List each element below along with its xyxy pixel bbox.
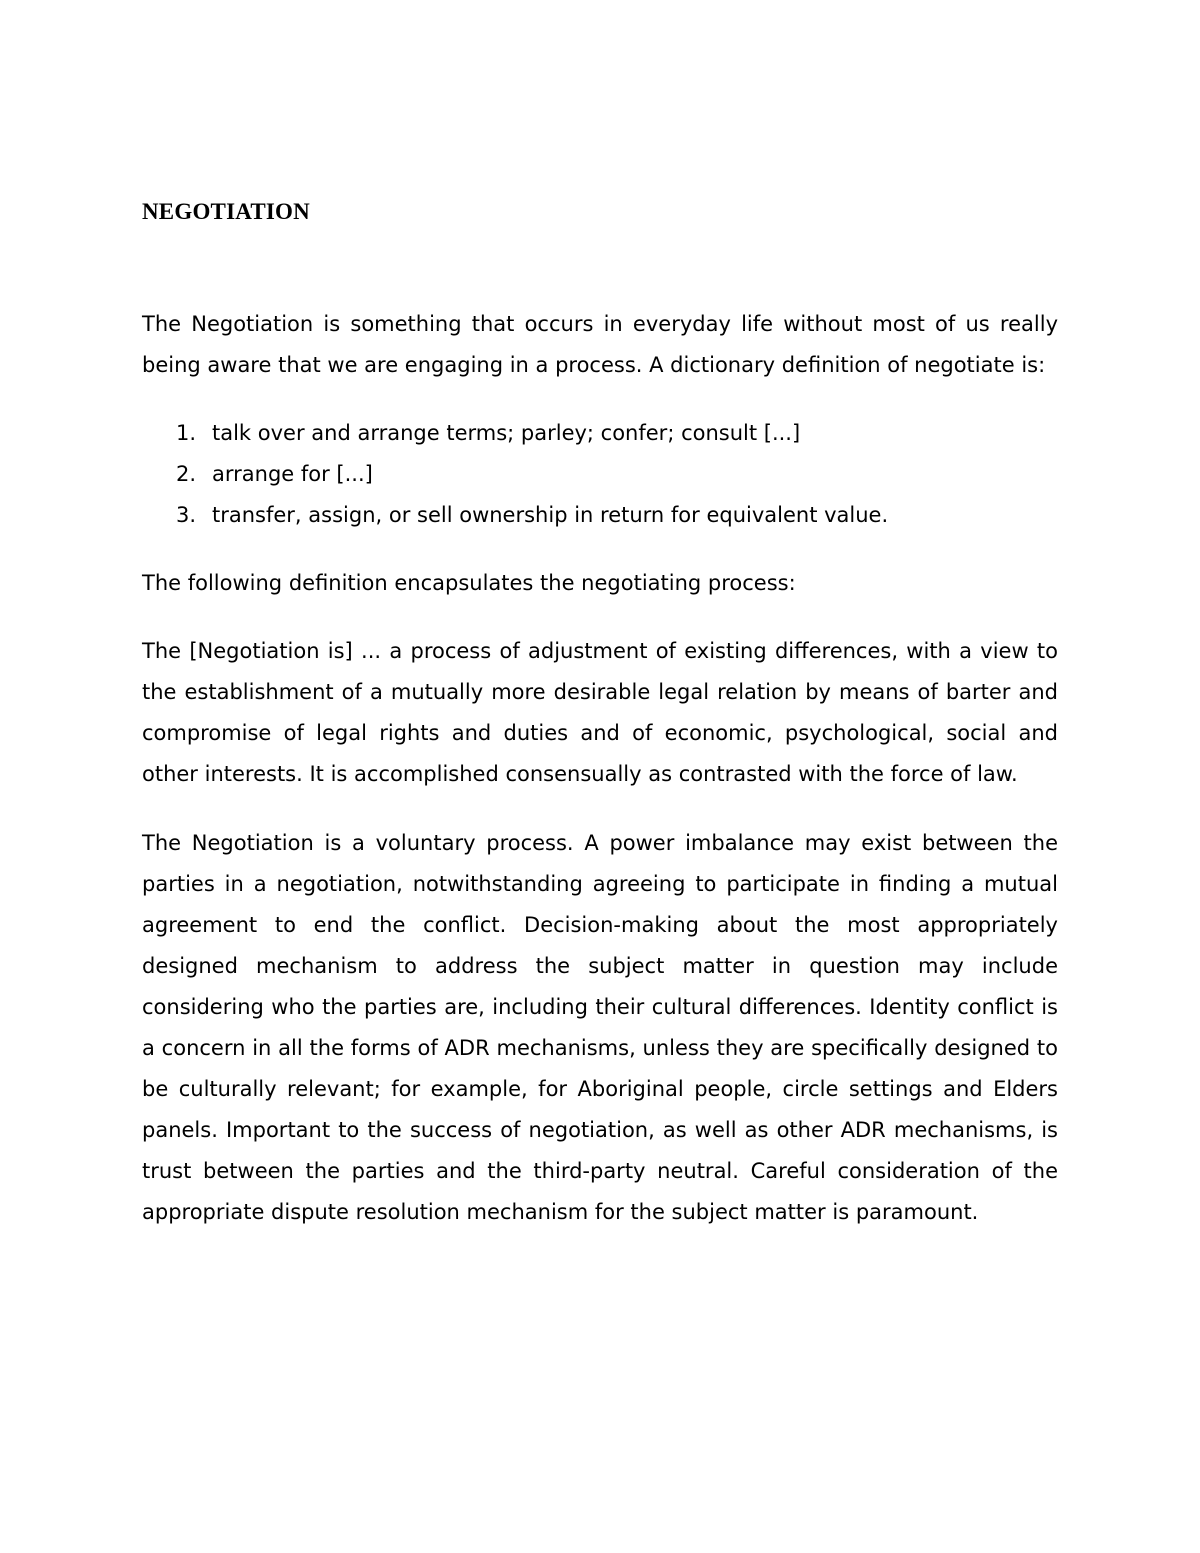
document-title: NEGOTIATION <box>142 199 310 224</box>
definition-list <box>142 413 1058 536</box>
body-paragraph: The Negotiation is a voluntary process. A power imbalance may exist between the parties in a negotiation, notwithstanding agreeing to participate in finding a mutual agreement to end the conflict. Decision-making about the most appropriately designed mechanism to address the subject matter in question may include considering who the parties are, including their cultural differences. Identity conflict is a concern in all the forms of ADR mechanisms, unless they are specifically designed to be culturally relevant; for example, for Aboriginal people, circle settings and Elders panels. Important to the success of negotiation, as well as other ADR mechanisms, is trust between the parties and the third-party neutral. Careful consideration of the appropriate dispute resolution mechanism for the subject matter is paramount. <box>142 831 1058 1224</box>
list-item-number: 2. <box>176 462 197 486</box>
list-item-text: transfer, assign, or sell ownership in return for equivalent value. <box>212 503 889 527</box>
quote-paragraph: The [Negotiation is] ... a process of adjustment of existing differences, with a view to the establishment of a mutually more desirable legal relation by means of barter and compromise of legal rights and duties and of economic, psychological, social and other interests. It is accomplished consensually as contrasted with the force of law. <box>142 639 1058 786</box>
list-item <box>142 495 1058 536</box>
intro-paragraph: The Negotiation is something that occurs in everyday life without most of us really being aware that we are engaging in a process. A dictionary definition of negotiate is: <box>142 312 1058 377</box>
list-item <box>142 413 1058 454</box>
list-item-number: 1. <box>176 421 197 445</box>
list-item-number: 3. <box>176 503 197 527</box>
list-item-text: arrange for [...] <box>212 462 373 486</box>
list-item-text: talk over and arrange terms; parley; confer; consult [...] <box>212 421 801 445</box>
list-item <box>142 454 1058 495</box>
lead-in-paragraph: The following definition encapsulates the negotiating process: <box>142 571 796 595</box>
document-content <box>142 196 1058 1233</box>
